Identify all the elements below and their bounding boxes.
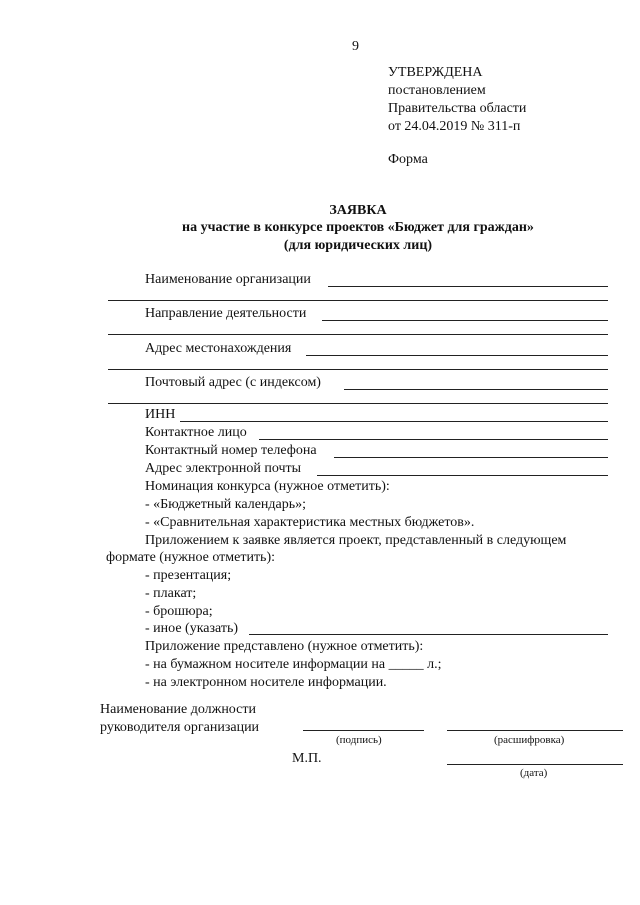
org-name-label: Наименование организации <box>145 272 311 287</box>
attachment-text-line-2: формате (нужное отметить): <box>106 550 275 565</box>
postal-field-continued[interactable] <box>108 403 608 404</box>
signature-field[interactable] <box>303 730 424 731</box>
email-field[interactable] <box>317 475 608 476</box>
attachment-text-line-1: Приложением к заявке является проект, представленный в следующем <box>145 533 567 548</box>
presented-electronic-option[interactable]: - на электронном носителе информации. <box>145 675 387 690</box>
nomination-option-1[interactable]: - «Бюджетный календарь»; <box>145 497 307 512</box>
org-name-field-continued[interactable] <box>108 300 608 301</box>
contact-field[interactable] <box>259 439 608 440</box>
date-caption: (дата) <box>520 767 548 779</box>
activity-field-continued[interactable] <box>108 334 608 335</box>
title-line-3: (для юридических лиц) <box>283 238 433 253</box>
phone-label: Контактный номер телефона <box>145 443 317 458</box>
title-line-2: на участие в конкурсе проектов «Бюджет для граждан» <box>182 220 534 235</box>
approval-line-1: УТВЕРЖДЕНА <box>388 65 483 80</box>
format-other-field[interactable] <box>249 634 608 635</box>
approval-line-4: от 24.04.2019 № 311-п <box>388 119 521 134</box>
title-line-1: ЗАЯВКА <box>329 203 387 218</box>
inn-label: ИНН <box>145 407 176 422</box>
email-label: Адрес электронной почты <box>145 461 302 476</box>
address-field[interactable] <box>306 355 608 356</box>
approval-line-3: Правительства области <box>388 101 527 116</box>
address-label: Адрес местонахождения <box>145 341 292 356</box>
org-name-field[interactable] <box>328 286 608 287</box>
address-field-continued[interactable] <box>108 369 608 370</box>
presented-paper-option[interactable]: - на бумажном носителе информации на _____ л.; <box>145 657 442 672</box>
date-field[interactable] <box>447 764 623 765</box>
format-option-presentation[interactable]: - презентация; <box>145 568 232 583</box>
activity-label: Направление деятельности <box>145 306 307 321</box>
stamp-place-label: М.П. <box>292 751 322 766</box>
decoding-caption: (расшифровка) <box>494 734 565 746</box>
nomination-label: Номинация конкурса (нужное отметить): <box>145 479 390 494</box>
contact-label: Контактное лицо <box>145 425 247 440</box>
approval-line-2: постановлением <box>388 83 486 98</box>
format-option-brochure[interactable]: - брошюра; <box>145 604 213 619</box>
signature-caption: (подпись) <box>336 734 382 746</box>
postal-label: Почтовый адрес (с индексом) <box>145 375 321 390</box>
activity-field[interactable] <box>322 320 608 321</box>
presented-label: Приложение представлено (нужное отметить): <box>145 639 424 654</box>
format-option-other[interactable]: - иное (указать) <box>145 621 239 636</box>
decoding-field[interactable] <box>447 730 623 731</box>
form-label: Форма <box>388 152 428 167</box>
position-label-line-2: руководителя организации <box>100 720 260 735</box>
phone-field[interactable] <box>334 457 608 458</box>
postal-field[interactable] <box>344 389 608 390</box>
inn-field[interactable] <box>180 421 608 422</box>
format-option-poster[interactable]: - плакат; <box>145 586 197 601</box>
nomination-option-2[interactable]: - «Сравнительная характеристика местных бюджетов». <box>145 515 475 530</box>
page-number: 9 <box>352 39 359 54</box>
position-label-line-1: Наименование должности <box>100 702 256 717</box>
